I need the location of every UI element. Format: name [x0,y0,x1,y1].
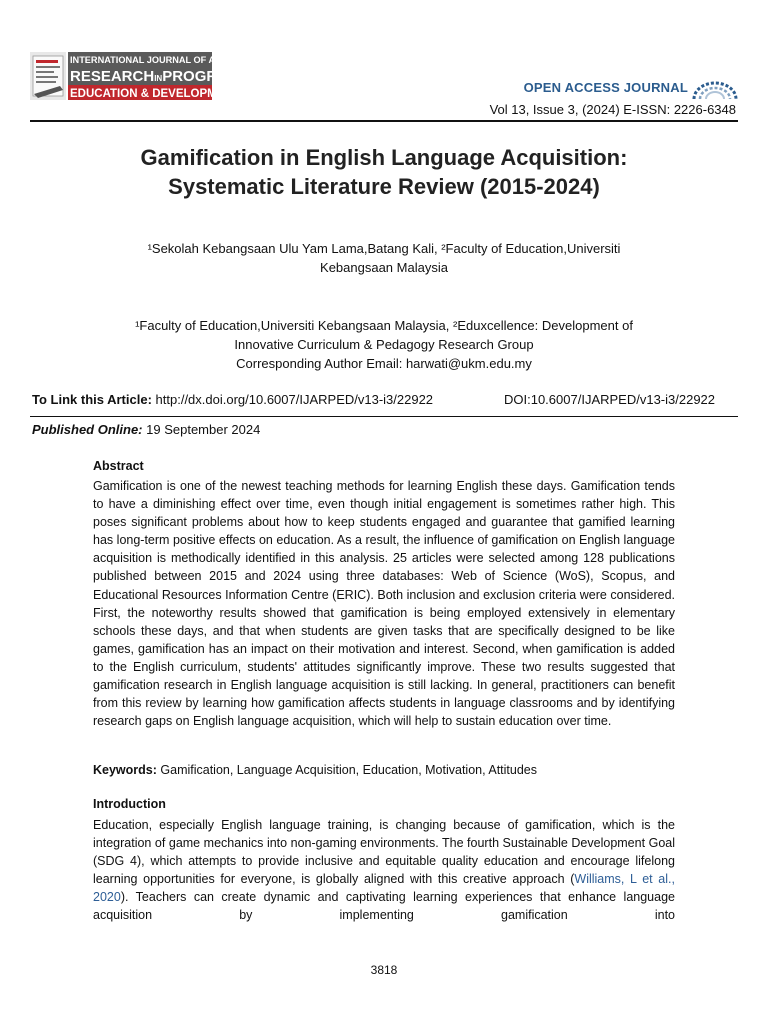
published-label: Published Online: [32,422,143,437]
citation-link[interactable]: Williams, L et al., 2020 [93,872,675,905]
introduction-heading: Introduction [93,797,166,811]
logo-line2a: RESEARCH [70,68,155,85]
svg-text:RESEARCHINPROGRESSIVE [70,68,271,85]
intro-text-part: ). Teachers can create dynamic and captivating learning experiences that enhance language acquisition by implementing gamification into [93,890,675,923]
title-line-1: Gamification in English Language Acquisition: [140,145,628,170]
published-line [32,422,260,437]
abstract-heading: Abstract [93,459,144,473]
page-number: 3818 [370,963,398,977]
author-affiliation-block-2 [60,316,708,373]
keywords-line [93,763,537,777]
article-url-link[interactable]: http://dx.doi.org/10.6007/IJARPED/v13-i3/22922 [155,392,434,407]
corresponding-author: Corresponding Author Email: harwati@ukm.edu.my [236,356,532,371]
affiliation-line: Innovative Curriculum & Pedagogy Research Group [234,337,534,352]
author-affiliation-block-1 [60,239,708,277]
keywords-text: Gamification, Language Acquisition, Education, Motivation, Attitudes [160,763,538,777]
logo-line3: EDUCATION & DEVELOPMENT [70,88,240,100]
logo-line1: INTERNATIONAL JOURNAL OF ACADEMIC [70,55,259,65]
intro-text-part: Education, especially English language training, is changing because of gamification, which is the integration of game mechanics into non-gaming environments. The fourth Sustainable Development Goal (SDG 4), which attempts to provide inclusive and equitable quality education and encourage lifelong learning opportunities for everyone, is globally aligned with this creative approach ( [93,818,675,887]
title-line-2: Systematic Literature Review (2015-2024) [168,174,600,199]
header-divider [30,120,738,122]
journal-logo [30,52,272,100]
affiliation-line: Kebangsaan Malaysia [320,260,448,275]
introduction-text [93,816,675,925]
link-label: To Link this Article: [32,392,152,407]
link-divider [30,416,738,417]
keywords-label: Keywords: [93,763,157,777]
open-access-label: OPEN ACCESS JOURNAL [523,80,688,95]
article-link-line [32,392,736,407]
published-date: 19 September 2024 [146,422,261,437]
affiliation-line: ¹Faculty of Education,Universiti Kebangsaan Malaysia, ²Eduxcellence: Development of [135,318,633,333]
volume-info: Vol 13, Issue 3, (2024) E-ISSN: 2226-6348 [489,102,736,117]
abstract-text: Gamification is one of the newest teaching methods for learning English these days. Gamification tends to have a diminishing effect over time, even though initial engagement is sometimes rather high. This poses significant problems about how to keep students engaged and guarantee that gamified learning has long-term positive effects on education. As a result, the influence of gamification on English language acquisition is methodically identified in this analysis. 25 articles were selected among 128 publications published between 2015 and 2024 using three databases: Web of Science (WoS), Scopus, and Educational Resources Information Centre (ERIC). Both inclusion and exclusion criteria were considered. First, the noteworthy results showed that gamification is being employed extensively in elementary schools these days, and that when students are given tasks that are specifically designed to be like games, gamification has an impact on their motivation and interest. Second, when gamification is added to the English curriculum, students' attitudes significantly improve. These two results suggested that gamification research in English language acquisition is still lacking. In general, practitioners can benefit from this review by learning how gamification affects students in language classrooms and by identifying research gaps on English language acquisition, which will help to sustain education over time. [93,479,675,729]
affiliation-line: ¹Sekolah Kebangsaan Ulu Yam Lama,Batang Kali, ²Faculty of Education,Universiti [147,241,621,256]
doi-text[interactable]: DOI:10.6007/IJARPED/v13-i3/22922 [504,392,716,407]
logo-line2b: IN [154,74,163,83]
logo-line2c: PROGRESSIVE [162,68,272,85]
paper-title [60,143,708,201]
